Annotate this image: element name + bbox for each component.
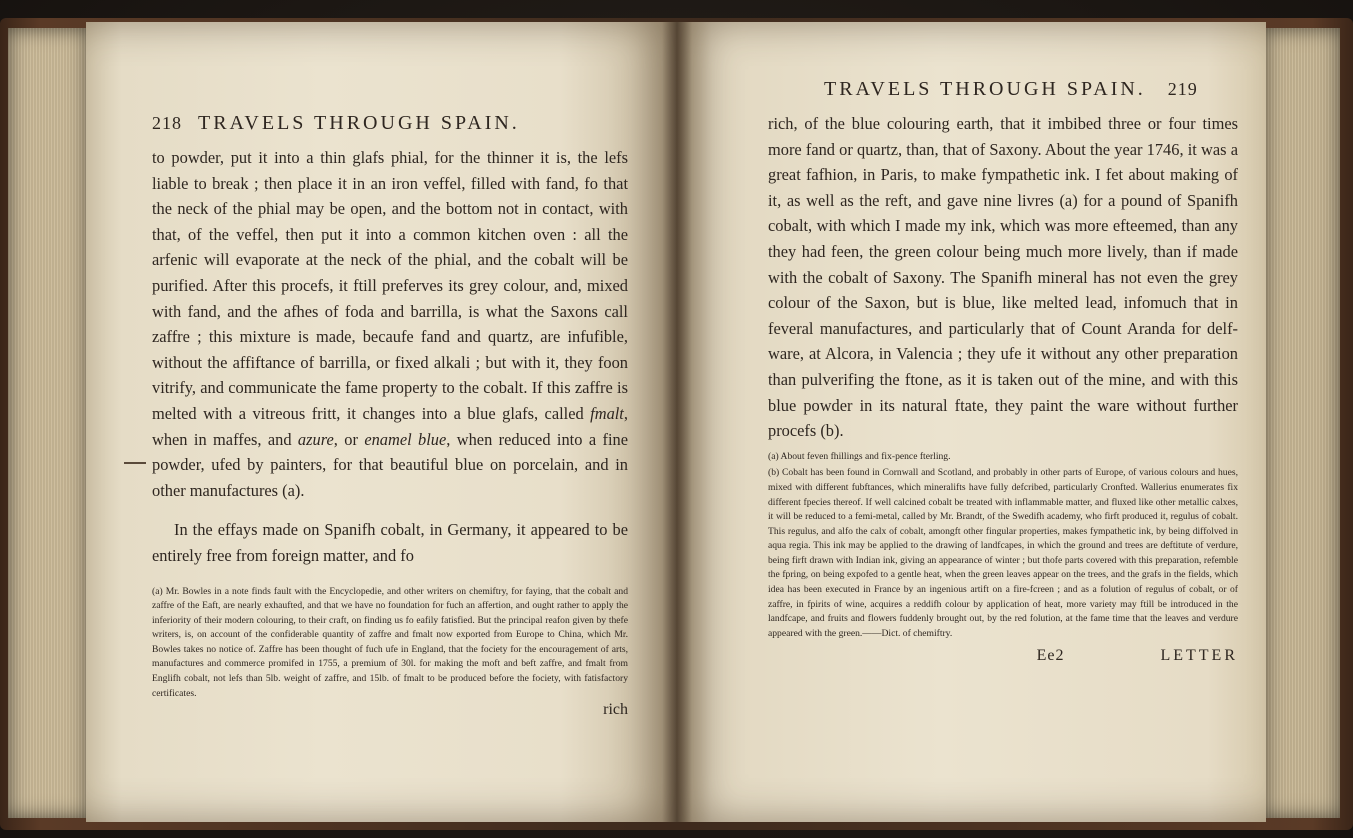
right-running-title: TRAVELS THROUGH SPAIN. bbox=[824, 78, 1146, 100]
left-paragraph-1 bbox=[152, 145, 628, 503]
page-edges-left bbox=[8, 28, 88, 818]
left-p1-text: to powder, put it into a thin glafs phial, for the thinner it is, the lefs liable to break ; then place it in an iron veffel, filled with fand, fo that the neck of the phial may be open, and the bottom not in contact, with that, of the veffel, then put it into a common kitchen oven : all the arfenic will evaporate at the neck of the phial, and the cobalt will be purified. After this procefs, it ftill preferves its grey colour, and, mixed with fand, and the afhes of foda and barrilla, is what the Saxons call zaffre ; this mixture is made, becaufe fand and quartz, are infufible, without the affiftance of barrilla, or fixed alkali ; but with it, they foon vitrify, and communicate the fame property to the cobalt. If this zaffre is melted with a vitreous fritt, it changes into a blue glafs, called bbox=[152, 148, 628, 423]
right-footnote-a: (a) About feven fhillings and fix-pence fterling. bbox=[768, 450, 951, 462]
left-page bbox=[86, 22, 678, 822]
right-catchword: LETTER bbox=[1160, 647, 1238, 665]
right-page bbox=[676, 22, 1266, 822]
left-running-title: TRAVELS THROUGH SPAIN. bbox=[198, 112, 520, 134]
left-p1-text-d: , when reduced into a fine powder, ufed by painters, for that beautiful blue on porcelain, and in other manufactures (a). bbox=[152, 429, 628, 500]
signature-mark: Ee2 bbox=[1036, 647, 1065, 665]
left-paragraph-2: In the effays made on Spanifh cobalt, in Germany, it appeared to be entirely free from foreign matter, and fo bbox=[152, 520, 628, 565]
book-gutter bbox=[662, 22, 692, 822]
right-body bbox=[768, 111, 1238, 444]
page-edges-right bbox=[1264, 28, 1340, 818]
right-paragraph-1: rich, of the blue colouring earth, that it imbibed three or four times more fand or quartz, than, that of Saxony. About the year 1746, it was a great fafhion, in Paris, to make fympathetic ink. I fet about making of it, as well as the reft, and gave nine livres (a) for a pound of Spanifh cobalt, with which I made my ink, which was more efteemed, than any they had feen, the green colour being much more lively, than if made with the cobalt of Saxony. The Spanifh mineral has not even the grey colour of the Saxon, but is blue, like melted lead, infomuch that in feveral manufactures, and particularly that of Count Aranda for delf-ware, at Alcora, in Valencia ; they ufe it without any other preparation than pulverifing the ftone, as it is taken out of the mine, and with this blue powder in its natural ftate, they paint the ware without further procefs (b). bbox=[768, 114, 1238, 441]
term-enamel-blue: enamel blue bbox=[364, 429, 447, 449]
right-footnote-b: (b) Cobalt has been found in Cornwall and Scotland, and probably in other parts of Europe, of various colours and hues, mixed with different fubftances, which mineralifts have fully defcribed, particularly Cronfted. Wallerius enumerates fix different fpecies thereof. If well calcined cobalt be treated with inflammable matter, and fluxed like other metallic calxes, it will be reduced to a femi-metal, called by Mr. Brandt, of the Swedifh academy, who firft produced it, regulus of cobalt. This regulus, and alfo the calx of cobalt, amongft other fingular properties, makes fympathetic ink, by being diffolved in aqua regia. This ink may be applied to the drawing of landfcapes, in which the ground and trees are deftitute of verdure, being firft drawn with Indian ink, giving an appearance of winter ; but thofe parts covered with this preparation, refemble the fpring, on being expofed to a gentle heat, when the green leaves appear on the trees, and the grafs in the fields, which idea has been executed in France by an ingenious artift on a fire-fcreen ; and as a folution of regulus of cobalt, or of zaffre, in fpirits of wine, acquires a reddifh colour by application of heat, more variety may ftill be introduced in the landfcape, and fruits and flowers fuddenly brought out, by the red folution, at the fame time that the leaves and verdure appeared with the green.——Dict. of chemiftry. bbox=[768, 467, 1238, 639]
right-page-number: 219 bbox=[1167, 79, 1198, 99]
left-body bbox=[152, 145, 628, 569]
left-footnote-a: (a) Mr. Bowles in a note finds fault with the Encyclopedie, and other writers on chemiftry, for faying, that the cobalt and zaffre of the Eaft, are nearly exhaufted, and that we have no foundation for fuch an affertion, and ought rather to apply the inferiority of their modern colouring, to their craft, on finding us fo eafily fatisfied. But the principal reafon given by thefe writers, is, on account of the confiderable quantity of zaffre and fmalt now exported from Europe to China, which Mr. Bowles takes no notice of. Zaffre has been thought of fuch ufe in England, that the fociety for the encouragement of arts, manufactures and commerce promifed in 1755, a premium of 30l. for making the moft and beft zaffre, and fmalt from Englifh cobalt, not lefs than 5lb. weight of zaffre, and 15lb. of fmalt to be produced before the fociety, with fatisfactory certificates. bbox=[152, 585, 628, 699]
left-catchword: rich bbox=[603, 701, 628, 719]
left-running-head bbox=[152, 112, 628, 135]
margin-dash bbox=[124, 462, 146, 464]
left-p1-text-b: , when in maffes, and bbox=[152, 403, 628, 449]
right-footer bbox=[768, 647, 1238, 665]
left-page-number: 218 bbox=[152, 113, 182, 133]
term-azure: azure bbox=[297, 429, 334, 449]
left-p1-text-c: , or bbox=[333, 429, 358, 449]
term-smalt: fmalt bbox=[590, 403, 624, 423]
right-running-head bbox=[768, 78, 1238, 101]
